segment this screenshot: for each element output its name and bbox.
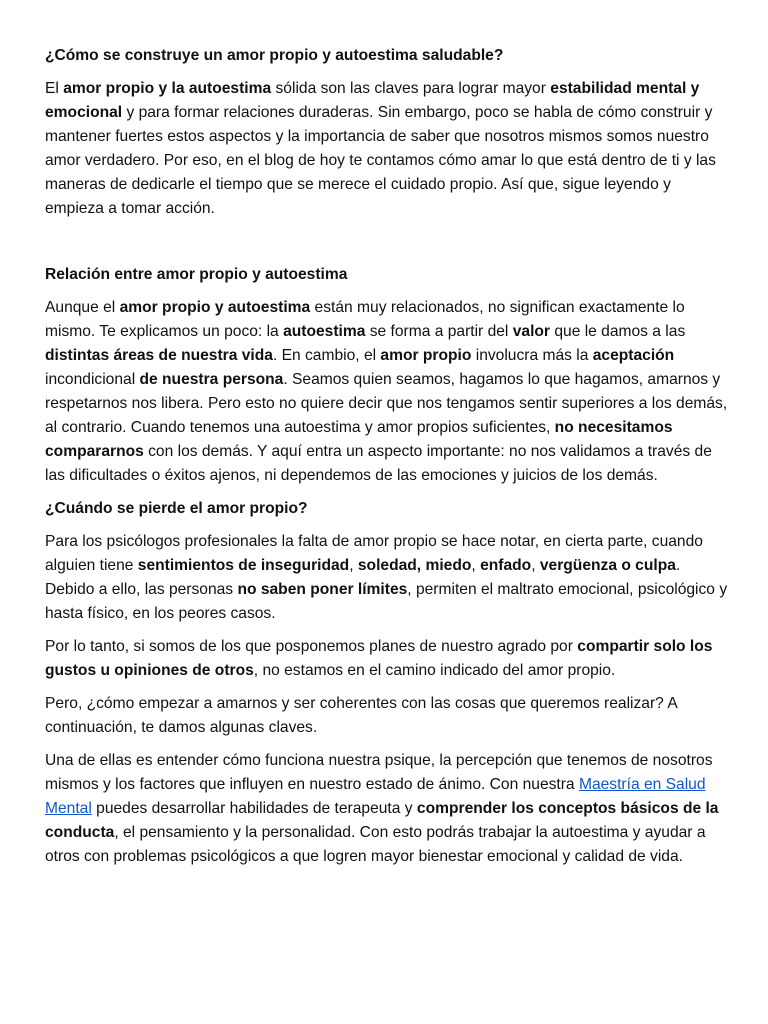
bold-text: no necesitamos compararnos xyxy=(45,419,673,460)
section-heading: ¿Cómo se construye un amor propio y autoestima saludable? xyxy=(45,47,504,64)
text-run: que le damos a las xyxy=(550,323,686,340)
paragraph xyxy=(45,296,728,488)
text-run: se forma a partir del xyxy=(365,323,513,340)
text-run: Una de ellas es entender cómo funciona nuestra psique, la percepción que tenemos de nosotros mismos y los factores que influyen en nuestro estado de ánimo. Con nuestra xyxy=(45,752,713,793)
bold-text: compartir solo los gustos u opiniones de otros xyxy=(45,638,713,679)
paragraph xyxy=(45,530,728,626)
bold-text: distintas áreas de nuestra vida xyxy=(45,347,273,364)
text-run: , xyxy=(531,557,540,574)
text-run: incondicional xyxy=(45,371,140,388)
bold-text: aceptación xyxy=(592,347,675,364)
bold-text: amor propio y la autoestima xyxy=(63,80,272,97)
paragraph xyxy=(45,692,728,740)
text-run: , xyxy=(349,557,358,574)
text-run: Aunque el xyxy=(45,299,120,316)
text-run: , xyxy=(471,557,481,574)
bold-text: sentimientos de inseguridad xyxy=(137,557,350,574)
paragraph xyxy=(45,635,728,683)
text-run: . En cambio, el xyxy=(272,347,381,364)
text-run: y para formar relaciones duraderas. Sin embargo, poco se habla de cómo construir y mantener fuertes estos aspectos y la importancia de saber que nosotros mismos somos nuestro amor verdadero. Por eso, en el blog de hoy te contamos cómo amar lo que está dentro de ti y las maneras de dedicarle el tiempo que se merece el cuidado propio. Así que, sigue leyendo y empieza a tomar acción. xyxy=(45,104,716,217)
bold-text: soledad, miedo xyxy=(357,557,472,574)
bold-text: valor xyxy=(512,323,551,340)
section-heading: ¿Cuándo se pierde el amor propio? xyxy=(45,500,308,517)
section-heading: Relación entre amor propio y autoestima xyxy=(45,266,348,283)
bold-text: no saben poner límites xyxy=(237,581,408,598)
text-run: , permiten el maltrato emocional, psicológico y hasta físico, en los peores casos. xyxy=(45,581,728,622)
text-run: puedes desarrollar habilidades de terapeuta y xyxy=(91,800,417,817)
text-run: Para los psicólogos profesionales la falta de amor propio se hace notar, en cierta parte, cuando alguien tiene xyxy=(45,533,703,574)
maestria-link[interactable]: Maestría en Salud Mental xyxy=(45,776,706,817)
text-run: están muy relacionados, no significan exactamente lo mismo. Te explicamos un poco: la xyxy=(45,299,685,340)
bold-text: autoestima xyxy=(283,323,366,340)
text-run: . Seamos quien seamos, hagamos lo que hagamos, amarnos y respetarnos nos libera. Pero esto no quiere decir que nos tengamos sentir superiores a los demás, al contrario. Cuando tenemos una autoestima y amor propios suficientes, xyxy=(45,371,728,436)
paragraph xyxy=(45,77,728,221)
text-run: con los demás. Y aquí entra un aspecto importante: no nos validamos a través de las dificultades o éxitos ajenos, ni dependemos de las emociones y juicios de los demás. xyxy=(45,443,712,484)
bold-text: amor propio y autoestima xyxy=(119,299,311,316)
bold-text: estabilidad mental y emocional xyxy=(45,80,700,121)
bold-text: comprender los conceptos básicos de la conducta xyxy=(45,800,719,841)
bold-text: de nuestra persona xyxy=(139,371,284,388)
text-run: Pero, ¿cómo empezar a amarnos y ser coherentes con las cosas que queremos realizar? A continuación, te damos algunas claves. xyxy=(45,695,677,736)
paragraph xyxy=(45,749,728,869)
bold-text: amor propio xyxy=(380,347,472,364)
text-run: . Debido a ello, las personas xyxy=(45,557,681,598)
bold-text: vergüenza o culpa xyxy=(539,557,676,574)
bold-text: enfado xyxy=(480,557,532,574)
text-run: Por lo tanto, si somos de los que posponemos planes de nuestro agrado por xyxy=(45,638,578,655)
text-run: , el pensamiento y la personalidad. Con esto podrás trabajar la autoestima y ayudar a otros con problemas psicológicos a que logren mayor bienestar emocional y calidad de vida. xyxy=(45,824,706,865)
text-run: involucra más la xyxy=(471,347,593,364)
text-run: , no estamos en el camino indicado del amor propio. xyxy=(253,662,616,679)
text-run: sólida son las claves para lograr mayor xyxy=(271,80,551,97)
section-spacer xyxy=(45,230,728,263)
text-run: El xyxy=(45,80,64,97)
